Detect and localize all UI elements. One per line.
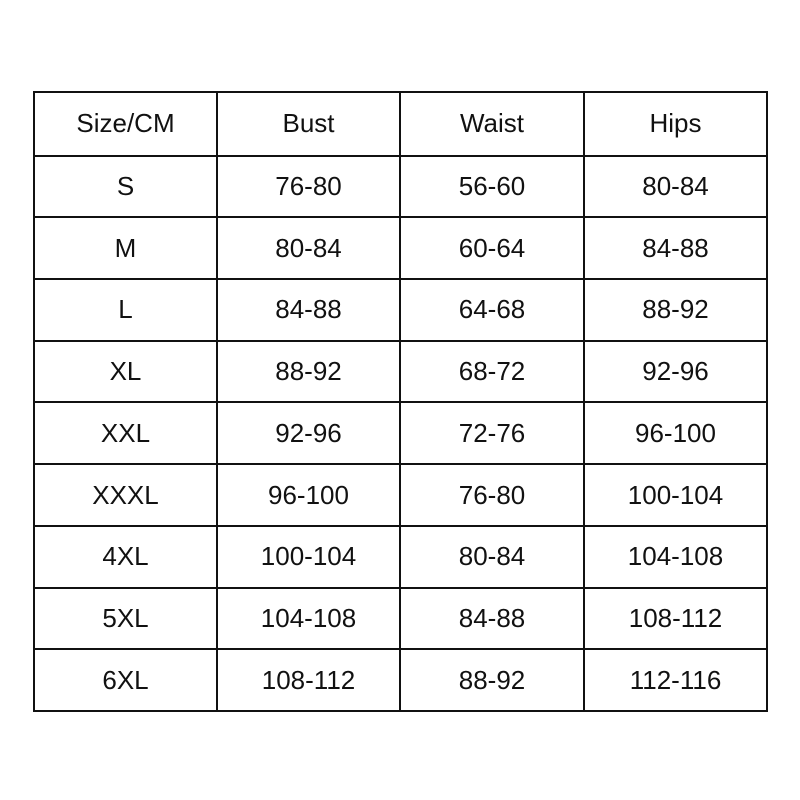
- waist-cell: 56-60: [400, 156, 584, 218]
- bust-cell: 100-104: [217, 526, 400, 588]
- table-row: [34, 464, 767, 526]
- size-cell: S: [34, 156, 217, 218]
- hips-cell: 104-108: [584, 526, 767, 588]
- size-chart-table: [33, 91, 768, 712]
- size-cell: XXL: [34, 402, 217, 464]
- table-row: [34, 649, 767, 711]
- waist-cell: 80-84: [400, 526, 584, 588]
- bust-cell: 92-96: [217, 402, 400, 464]
- table-row: [34, 402, 767, 464]
- table-row: [34, 217, 767, 279]
- bust-cell: 88-92: [217, 341, 400, 403]
- hips-cell: 80-84: [584, 156, 767, 218]
- waist-cell: 84-88: [400, 588, 584, 650]
- size-cell: XXXL: [34, 464, 217, 526]
- hips-cell: 112-116: [584, 649, 767, 711]
- waist-cell: 68-72: [400, 341, 584, 403]
- waist-cell: 72-76: [400, 402, 584, 464]
- size-cell: 4XL: [34, 526, 217, 588]
- hips-cell: 84-88: [584, 217, 767, 279]
- table-row: [34, 526, 767, 588]
- header-size: Size/CM: [34, 92, 217, 156]
- size-cell: L: [34, 279, 217, 341]
- header-row: [34, 92, 767, 156]
- bust-cell: 104-108: [217, 588, 400, 650]
- hips-cell: 92-96: [584, 341, 767, 403]
- bust-cell: 80-84: [217, 217, 400, 279]
- waist-cell: 76-80: [400, 464, 584, 526]
- hips-cell: 100-104: [584, 464, 767, 526]
- size-cell: M: [34, 217, 217, 279]
- size-cell: XL: [34, 341, 217, 403]
- waist-cell: 64-68: [400, 279, 584, 341]
- hips-cell: 88-92: [584, 279, 767, 341]
- waist-cell: 88-92: [400, 649, 584, 711]
- hips-cell: 96-100: [584, 402, 767, 464]
- size-cell: 5XL: [34, 588, 217, 650]
- bust-cell: 108-112: [217, 649, 400, 711]
- waist-cell: 60-64: [400, 217, 584, 279]
- size-cell: 6XL: [34, 649, 217, 711]
- table-row: [34, 341, 767, 403]
- header-hips: Hips: [584, 92, 767, 156]
- bust-cell: 84-88: [217, 279, 400, 341]
- hips-cell: 108-112: [584, 588, 767, 650]
- table-row: [34, 279, 767, 341]
- header-bust: Bust: [217, 92, 400, 156]
- header-waist: Waist: [400, 92, 584, 156]
- bust-cell: 76-80: [217, 156, 400, 218]
- table-row: [34, 156, 767, 218]
- bust-cell: 96-100: [217, 464, 400, 526]
- table-row: [34, 588, 767, 650]
